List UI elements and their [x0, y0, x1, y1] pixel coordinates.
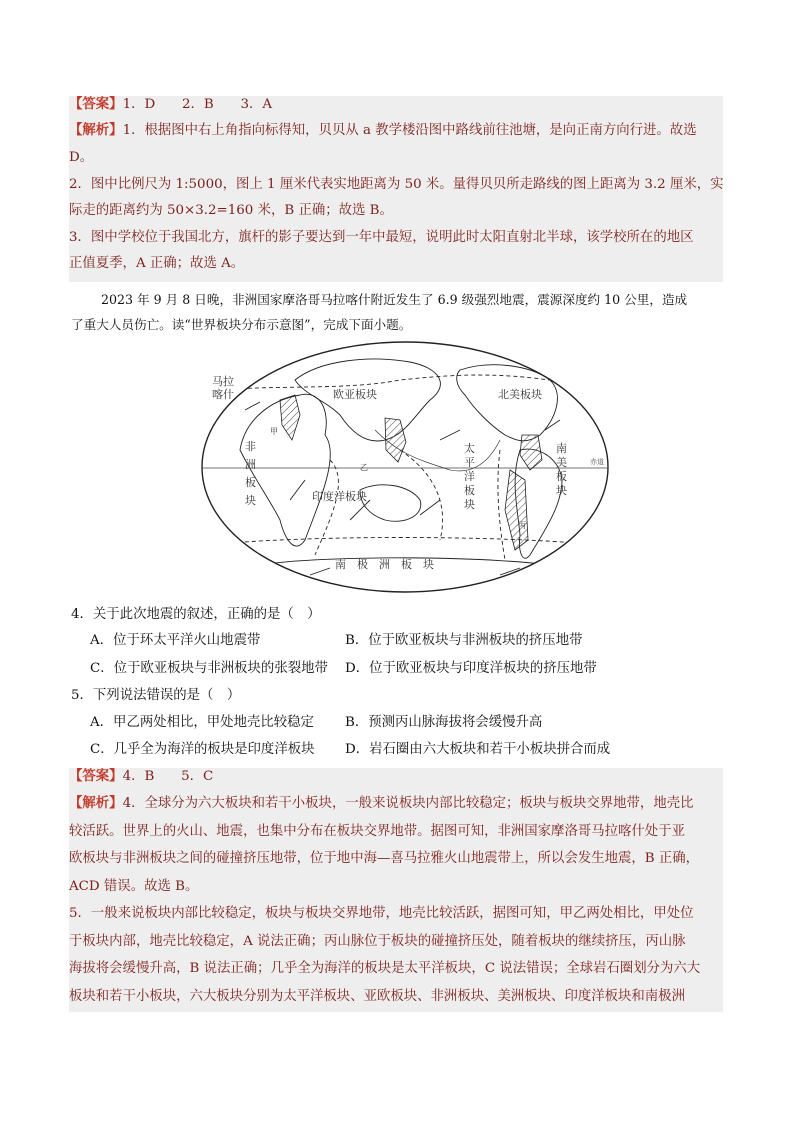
- label-south-america-plate: 板: [556, 470, 567, 483]
- label-bing: 丙: [518, 521, 526, 530]
- explanation-line: 2．图中比例尺为 1:5000，图上 1 厘米代表实地距离为 50 米。量得贝贝所走路线的图上距离为 3.2 厘米，实: [69, 177, 724, 192]
- answer-line: [69, 768, 213, 785]
- answer-tag: 【答案】: [69, 768, 123, 784]
- answer-block-1: [69, 96, 723, 282]
- explanation-line: [69, 122, 697, 139]
- question-4-option-c: C．位于欧亚板块与非洲板块的张裂地带: [90, 661, 328, 676]
- explanation-line: [69, 795, 694, 812]
- explanation-text: 1．根据图中右上角指向标得知，贝贝从 a 教学楼沿图中路线前往池塘，是向正南方向行进。故选: [122, 123, 697, 138]
- answer-text: 1．D 2．B 3．A: [122, 97, 273, 112]
- question-5-stem: 5．下列说法错误的是（ ）: [71, 688, 241, 703]
- label-south-america-plate: 块: [556, 484, 567, 497]
- explanation-line: 板块和若干小板块，六大板块分别为太平洋板块、亚欧板块、非洲板块、美洲板块、印度洋板块和南极洲: [69, 989, 685, 1004]
- label-indian-ocean-plate: 印度洋板块: [312, 490, 367, 503]
- question-stem-line: 2023 年 9 月 8 日晚，非洲国家摩洛哥马拉喀什附近发生了 6.9 级强烈地震，震源深度约 10 公里，造成: [101, 292, 688, 307]
- label-africa-plate: 非: [245, 440, 256, 453]
- label-south-america-plate: 南: [556, 442, 567, 455]
- label-antarctic-plate: 南 极 洲 板 块: [335, 558, 434, 571]
- answer-block-2: [69, 768, 723, 1012]
- label-pacific-plate: 洋: [464, 470, 475, 483]
- explanation-tag: 【解析】: [69, 122, 123, 138]
- label-pacific-plate: 平: [464, 456, 475, 469]
- explanation-line: 欧板块与非洲板块之间的碰撞挤压地带，位于地中海—喜马拉雅火山地震带上，所以会发生地震，B 正确，: [69, 851, 700, 866]
- explanation-line: 5．一般来说板块内部比较稳定，板块与板块交界地带，地壳比较活跃，据图可知，甲乙两处相比，甲处位: [69, 906, 694, 921]
- question-4-stem: 4．关于此次地震的叙述，正确的是（ ）: [71, 607, 321, 622]
- question-4-option-b: B．位于欧亚板块与非洲板块的挤压地带: [345, 633, 583, 648]
- label-yi: 乙: [360, 463, 368, 472]
- explanation-text: 4．全球分为六大板块和若干小板块，一般来说板块内部比较稳定；板块与板块交界地带，地壳比: [122, 796, 694, 811]
- label-eurasia-plate: 欧亚板块: [333, 388, 377, 401]
- label-marrakech-1: 马拉: [212, 375, 234, 388]
- explanation-line: D。: [69, 150, 94, 165]
- explanation-line: 较活跃。世界上的火山、地震，也集中分布在板块交界地带。据图可知，非洲国家摩洛哥马拉喀什处于亚: [69, 824, 685, 839]
- label-africa-plate: 块: [245, 494, 256, 507]
- explanation-line: 正值夏季，A 正确；故选 A。: [69, 256, 245, 271]
- label-equator: 赤道: [590, 458, 604, 466]
- label-south-america-plate: 美: [556, 456, 567, 469]
- question-stem-line: 了重大人员伤亡。读“世界板块分布示意图”，完成下面小题。: [71, 317, 412, 332]
- question-5-option-a: A．甲乙两处相比，甲处地壳比较稳定: [90, 715, 314, 730]
- question-4-option-d: D．位于欧亚板块与印度洋板块的挤压地带: [345, 661, 597, 676]
- question-5-option-d: D．岩石圈由六大板块和若干小板块拼合而成: [345, 742, 611, 757]
- label-africa-plate: 板: [245, 476, 256, 489]
- answer-line: [69, 96, 272, 113]
- label-pacific-plate: 太: [464, 442, 475, 455]
- explanation-line: 于板块内部，地壳比较稳定，A 说法正确；丙山脉位于板块的碰撞挤压处，随着板块的继续挤压，丙山脉: [69, 934, 686, 949]
- question-4-option-a: A．位于环太平洋火山地震带: [90, 633, 261, 648]
- question-5-option-c: C．几乎全为海洋的板块是印度洋板块: [90, 742, 315, 757]
- label-africa-plate: 洲: [245, 458, 256, 471]
- explanation-line: 际走的距离约为 50×3.2=160 米，B 正确；故选 B。: [69, 203, 393, 218]
- label-pacific-plate: 板: [464, 484, 475, 497]
- explanation-tag: 【解析】: [69, 795, 123, 811]
- label-north-america-plate: 北美板块: [498, 388, 542, 401]
- question-5-option-b: B．预测丙山脉海拔将会缓慢升高: [345, 715, 543, 730]
- answer-tag: 【答案】: [69, 96, 123, 112]
- explanation-line: ACD 错误。故选 B。: [69, 879, 199, 894]
- label-jia: 甲: [270, 427, 278, 436]
- explanation-line: 3．图中学校位于我国北方，旗杆的影子要达到一年中最短，说明此时太阳直射北半球，该学校所在的地区: [69, 230, 694, 245]
- explanation-line: 海拔将会缓慢升高，B 说法正确；几乎全为海洋的板块是太平洋板块，C 说法错误；全球岩石圈划分为六大: [69, 961, 701, 976]
- world-plate-map: [200, 340, 610, 595]
- label-pacific-plate: 块: [464, 498, 475, 511]
- answer-text: 4．B 5．C: [122, 769, 214, 784]
- label-marrakech-2: 喀什: [212, 388, 234, 401]
